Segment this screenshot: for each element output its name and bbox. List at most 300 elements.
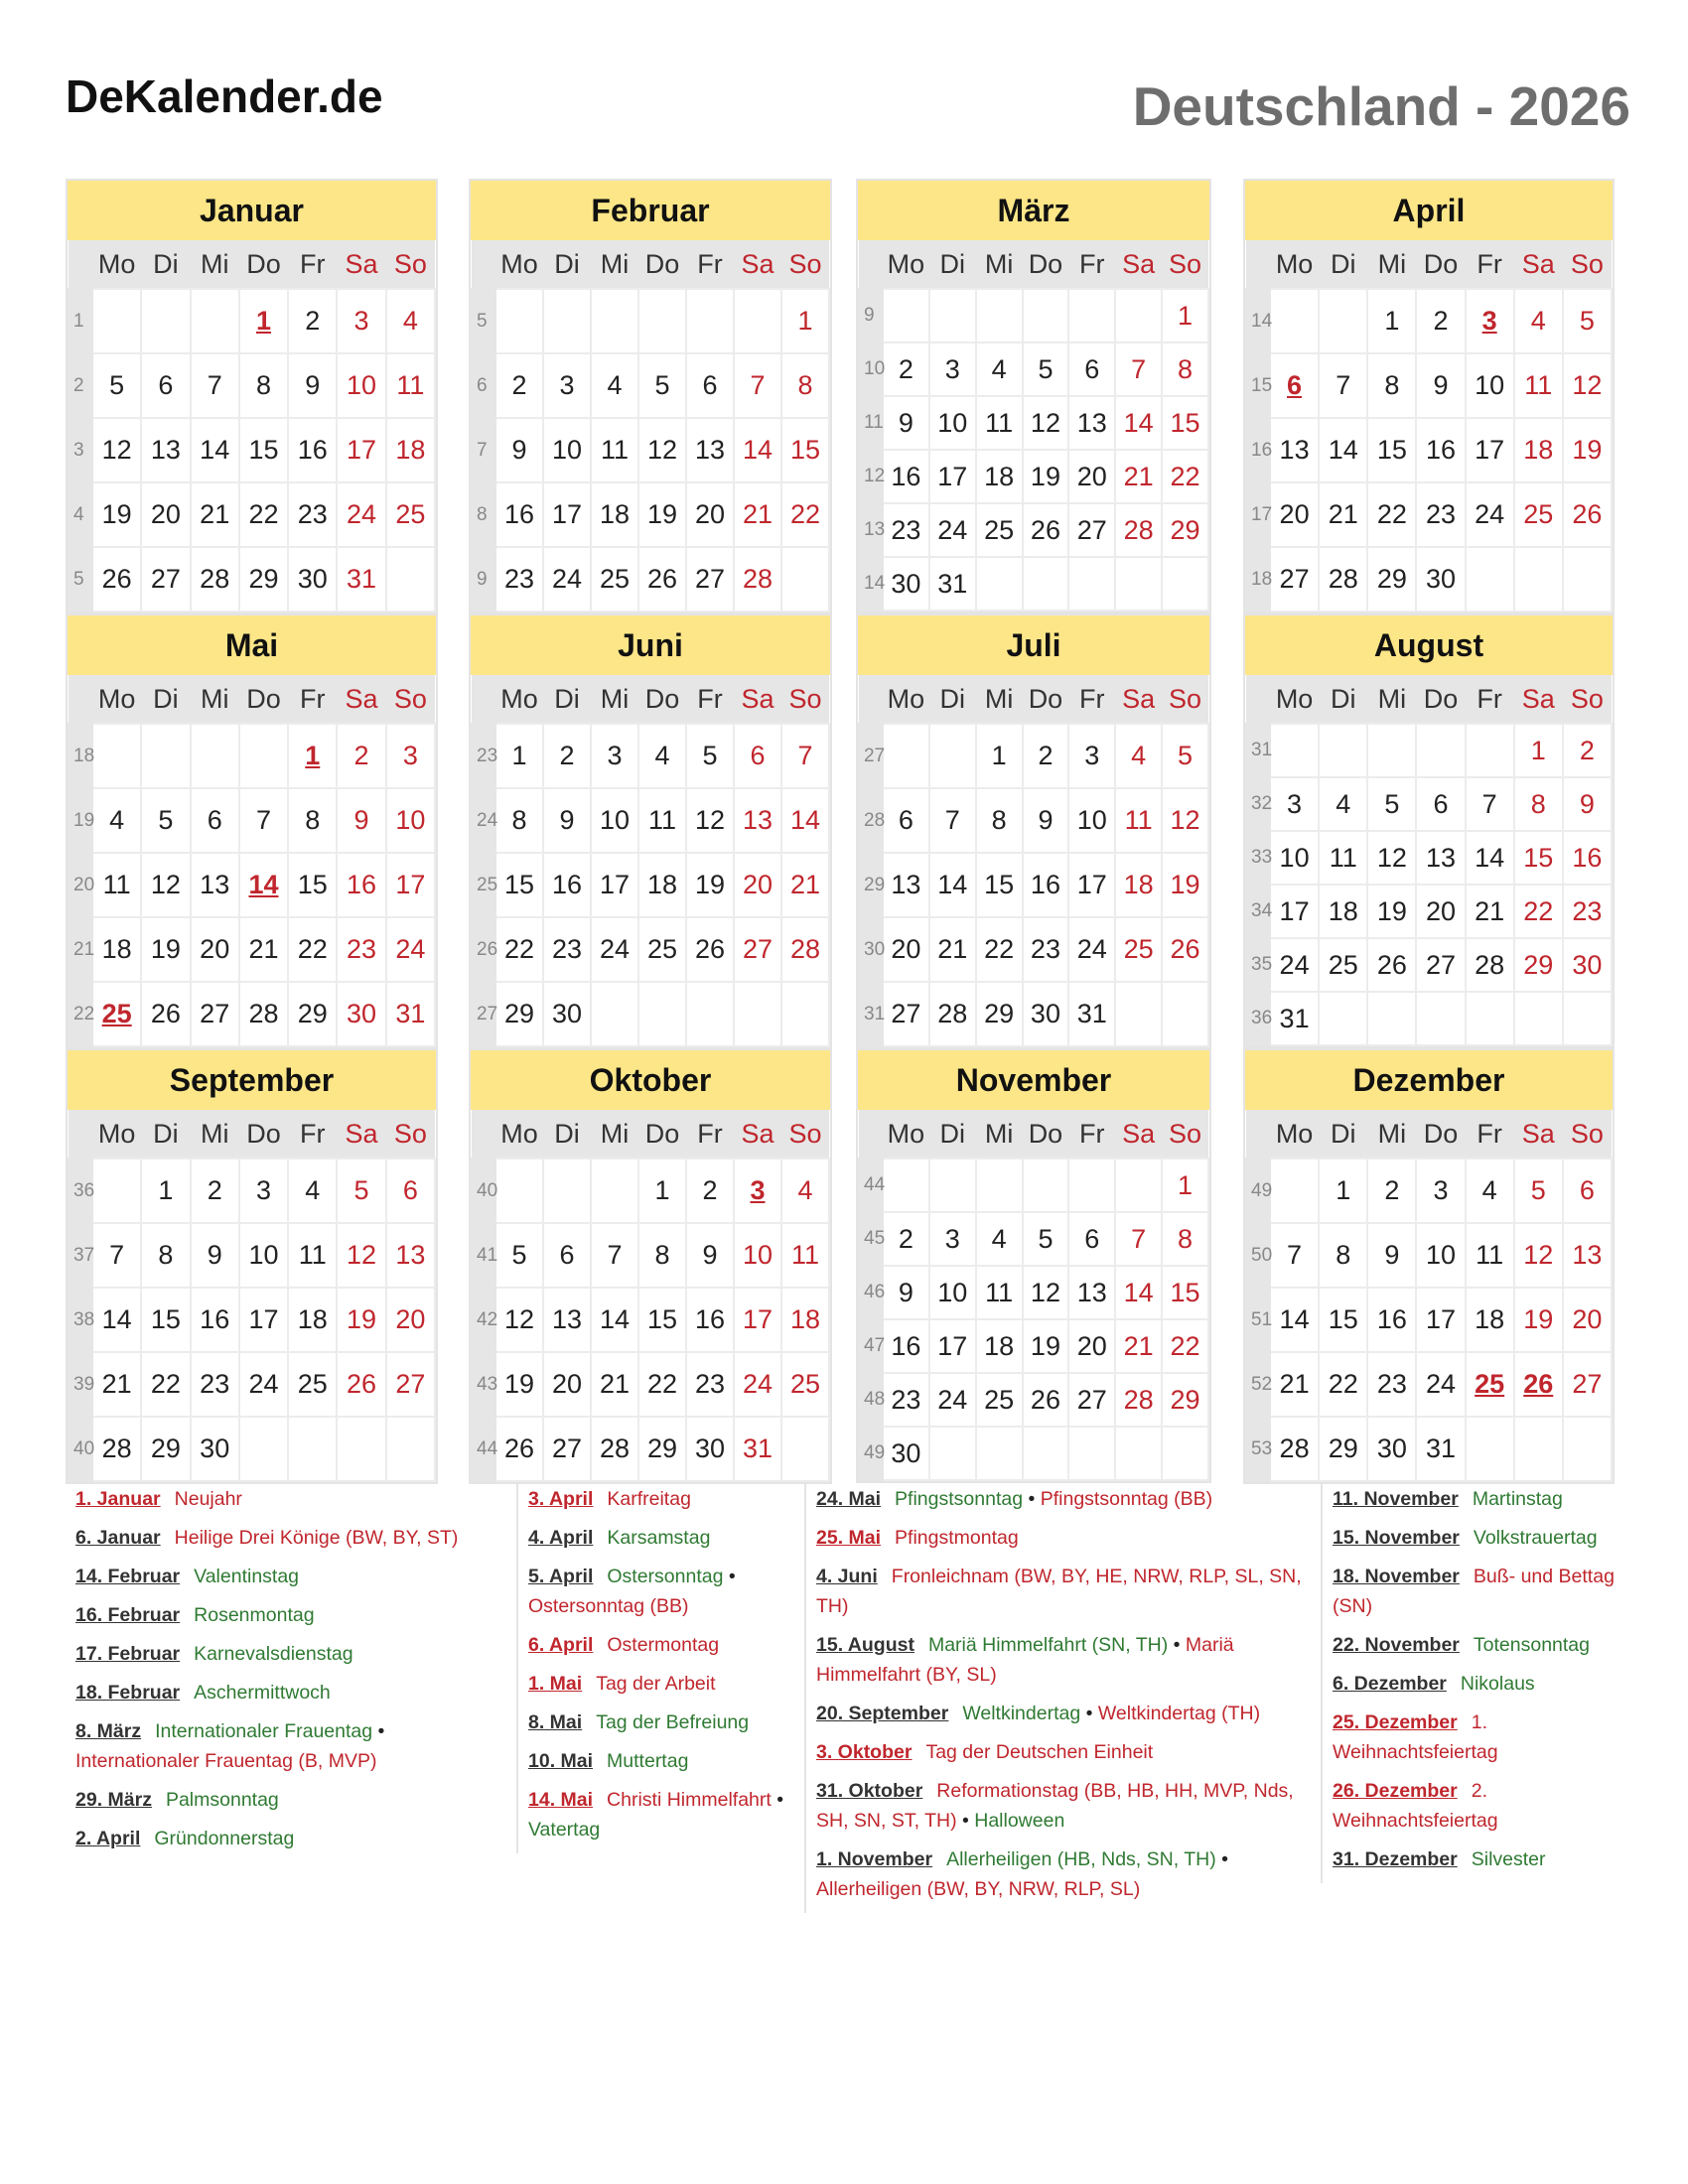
weekday-header: Mo [1270,675,1319,724]
empty-cell [591,982,638,1046]
day-cell: 18 [288,1288,337,1352]
day-cell: 6 [141,353,190,418]
weekday-header: Di [543,675,591,724]
month-title: Januar [68,181,436,240]
holiday-column [75,1484,483,1862]
holiday-name: Reformationstag (BB, HB, HH, MVP, Nds, SH, SN, ST, TH) [816,1780,1294,1832]
day-cell: 9 [1563,777,1612,831]
week-row [1246,1288,1612,1352]
day-cell: 8 [638,1223,686,1288]
day-cell: 5 [1514,1159,1563,1223]
week-row [69,1159,435,1223]
holiday-date: 17. Februar [75,1643,181,1665]
day-cell: 15 [976,853,1023,917]
week-number: 49 [859,1427,883,1480]
empty-cell [1514,992,1563,1045]
month-title: Dezember [1245,1050,1613,1110]
day-cell: 21 [929,917,976,982]
day-cell: 4 [638,724,686,788]
day-cell: 29 [976,982,1023,1046]
day-cell: 28 [1270,1417,1319,1481]
month-dezember [1243,1048,1615,1484]
day-cell: 6 [1068,1212,1115,1266]
day-cell: 20 [141,482,190,547]
weekday-header: Di [543,240,591,289]
month-märz [856,179,1211,614]
week-number: 20 [69,853,92,917]
holiday-name: Pfingstsonntag (BB) [1040,1488,1213,1510]
day-cell: 5 [638,353,686,418]
day-cell: 18 [92,917,141,982]
day-cell: 25 [591,547,638,612]
day-cell: 21 [1466,885,1514,938]
day-cell: 19 [1023,450,1069,503]
weekday-header: Di [1319,675,1367,724]
week-row [859,1319,1208,1373]
holiday-date: 3. Oktober [816,1741,913,1763]
week-row [859,1373,1208,1427]
week-number: 22 [69,982,92,1046]
week-number: 9 [472,547,495,612]
day-cell: 19 [337,1288,385,1352]
month-title: November [858,1050,1209,1110]
weekday-header: Mo [883,675,929,724]
week-row [69,917,435,982]
holiday-entry [75,1562,483,1591]
week-row [1246,777,1612,831]
week-number: 24 [472,788,495,853]
week-header-blank [1246,675,1270,724]
day-cell: 30 [191,1417,239,1481]
day-cell: 6 [686,353,734,418]
holiday-date: 4. Juni [816,1566,878,1587]
day-cell: 30 [1023,982,1069,1046]
day-cell: 21 [191,482,239,547]
week-number: 36 [1246,992,1270,1045]
weekday-header: Mi [1367,240,1416,289]
day-cell: 31 [734,1417,781,1481]
week-row [859,917,1208,982]
day-cell: 20 [1270,482,1319,547]
day-cell: 24 [386,917,435,982]
holiday-date: 6. Januar [75,1527,161,1549]
day-cell: 4 [92,788,141,853]
weekday-header: Mo [92,240,141,289]
day-cell: 3 [386,724,435,788]
day-cell: 7 [92,1223,141,1288]
holiday-name: Allerheiligen (HB, Nds, SN, TH) [946,1848,1216,1870]
day-cell: 16 [1416,418,1465,482]
day-cell: 1 [638,1159,686,1223]
week-row [69,482,435,547]
day-cell: 11 [1115,788,1162,853]
day-cell: 30 [883,1427,929,1480]
day-cell: 15 [1162,396,1208,450]
holiday-date: 4. April [528,1527,594,1549]
day-cell: 12 [337,1223,385,1288]
weekday-header: Di [141,675,190,724]
day-cell: 9 [191,1223,239,1288]
day-cell: 18 [1115,853,1162,917]
week-header-blank [69,675,92,724]
day-cell: 3 [1416,1159,1465,1223]
holiday-name: Karnevalsdienstag [194,1643,353,1665]
empty-cell [1115,982,1162,1046]
day-cell: 25 [386,482,435,547]
empty-cell [734,289,781,353]
day-cell: 22 [1162,450,1208,503]
day-cell: 8 [1162,342,1208,396]
day-cell: 21 [92,1352,141,1417]
week-number: 36 [69,1159,92,1223]
page-title: Deutschland - 2026 [1132,75,1630,137]
day-cell: 27 [686,547,734,612]
day-cell: 20 [734,853,781,917]
day-cell: 24 [929,1373,976,1427]
holiday-name: 1. Weihnachtsfeiertag [1333,1711,1498,1763]
day-cell: 15 [495,853,543,917]
day-cell: 3 [1466,289,1514,353]
holiday-date: 6. Dezember [1333,1673,1447,1695]
day-cell: 27 [141,547,190,612]
day-cell: 3 [929,342,976,396]
day-cell: 22 [781,482,829,547]
day-cell: 9 [543,788,591,853]
day-cell: 3 [543,353,591,418]
empty-cell [929,1427,976,1480]
week-number: 13 [859,503,883,557]
holiday-date: 20. September [816,1703,949,1724]
weekday-header: Sa [337,1110,385,1159]
day-cell: 6 [1416,777,1465,831]
holiday-name: 2. Weihnachtsfeiertag [1333,1780,1498,1832]
day-cell: 1 [1319,1159,1367,1223]
day-cell: 15 [141,1288,190,1352]
day-cell: 30 [337,982,385,1046]
separator: • [1215,1848,1228,1870]
holiday-name: Tag der Arbeit [596,1673,716,1695]
day-cell: 2 [1416,289,1465,353]
holiday-entry [816,1484,1327,1514]
holiday-entry [528,1785,802,1844]
day-cell: 4 [976,342,1023,396]
day-cell: 24 [543,547,591,612]
day-cell: 11 [781,1223,829,1288]
weekday-header: Mo [495,1110,543,1159]
weekday-header: Fr [288,240,337,289]
weekday-header: Di [1319,1110,1367,1159]
week-row [859,724,1208,788]
week-row [472,547,829,612]
empty-cell [1367,724,1416,777]
day-cell: 1 [141,1159,190,1223]
week-row [69,724,435,788]
day-cell: 19 [1023,1319,1069,1373]
day-cell: 25 [976,503,1023,557]
holiday-entry [75,1600,483,1630]
weekday-header: Do [239,1110,288,1159]
week-number: 25 [472,853,495,917]
weekday-header: Mo [883,240,929,289]
holiday-entry [75,1785,483,1815]
day-cell: 12 [1367,831,1416,885]
day-cell: 12 [1563,353,1612,418]
day-cell: 22 [1367,482,1416,547]
week-row [472,1288,829,1352]
weekday-header: Di [1319,240,1367,289]
month-oktober [469,1048,832,1484]
weekday-header: So [386,675,435,724]
weekday-header: Di [141,240,190,289]
day-cell: 20 [191,917,239,982]
holiday-name: Pfingstmontag [895,1527,1019,1549]
day-cell: 21 [1319,482,1367,547]
day-cell: 13 [1416,831,1465,885]
day-cell: 4 [591,353,638,418]
week-number: 27 [859,724,883,788]
week-number: 15 [1246,353,1270,418]
day-cell: 26 [686,917,734,982]
week-number: 39 [69,1352,92,1417]
week-number: 3 [69,418,92,482]
empty-cell [495,289,543,353]
day-cell: 8 [495,788,543,853]
month-title: Juni [471,615,830,675]
month-august [1243,614,1615,1048]
holiday-entry [528,1562,802,1621]
holiday-entry [1333,1523,1650,1553]
holiday-entry [1333,1484,1650,1514]
day-cell: 11 [386,353,435,418]
holiday-date: 31. Oktober [816,1780,923,1802]
empty-cell [1023,289,1069,342]
week-number: 35 [1246,938,1270,992]
day-cell: 27 [734,917,781,982]
holiday-name: Fronleichnam (BW, BY, HE, NRW, RLP, SL, SN, TH) [816,1566,1302,1617]
weekday-header: Sa [1514,1110,1563,1159]
empty-cell [1162,982,1208,1046]
day-cell: 23 [495,547,543,612]
weekday-header: Do [1416,675,1465,724]
day-cell: 1 [1367,289,1416,353]
weekday-header: Di [929,240,976,289]
day-cell: 7 [1466,777,1514,831]
day-cell: 23 [883,503,929,557]
empty-cell [686,289,734,353]
holiday-name: Nikolaus [1460,1673,1535,1695]
day-cell: 23 [337,917,385,982]
holiday-entry [528,1484,802,1514]
weekday-header: Sa [1115,1110,1162,1159]
day-cell: 31 [1068,982,1115,1046]
day-cell: 23 [1563,885,1612,938]
day-cell: 28 [1115,503,1162,557]
day-cell: 16 [686,1288,734,1352]
weekday-header: So [781,1110,829,1159]
week-row [472,418,829,482]
empty-cell [1466,1417,1514,1481]
week-row [859,853,1208,917]
day-cell: 20 [883,917,929,982]
week-row [472,1223,829,1288]
day-cell: 21 [734,482,781,547]
holiday-name: Palmsonntag [165,1789,279,1811]
holiday-name: Rosenmontag [194,1604,315,1626]
holiday-name: Ostersonntag (BB) [528,1595,689,1617]
empty-cell [1416,724,1465,777]
empty-cell [543,289,591,353]
weekday-header: So [1563,1110,1612,1159]
day-cell: 22 [239,482,288,547]
weekday-header: Mo [92,1110,141,1159]
empty-cell [1023,557,1069,611]
day-cell: 21 [1270,1352,1319,1417]
day-cell: 18 [591,482,638,547]
day-cell: 5 [1023,342,1069,396]
day-cell: 16 [883,450,929,503]
week-row [1246,547,1612,612]
day-cell: 11 [92,853,141,917]
holiday-name: Tag der Deutschen Einheit [925,1741,1154,1763]
day-cell: 25 [288,1352,337,1417]
day-cell: 25 [1514,482,1563,547]
holiday-date: 8. Mai [528,1711,583,1733]
empty-cell [1162,1427,1208,1480]
empty-cell [929,289,976,342]
holiday-entry [75,1639,483,1669]
day-cell: 16 [288,418,337,482]
day-cell: 13 [1270,418,1319,482]
week-number: 31 [1246,724,1270,777]
day-cell: 2 [337,724,385,788]
day-cell: 28 [734,547,781,612]
weekday-header: So [386,240,435,289]
month-april [1243,179,1615,614]
day-cell: 14 [1466,831,1514,885]
day-cell: 7 [1115,1212,1162,1266]
week-row [859,557,1208,611]
week-row [859,289,1208,342]
day-cell: 10 [386,788,435,853]
holiday-date: 1. Mai [528,1673,583,1695]
day-cell: 5 [1563,289,1612,353]
week-row [1246,418,1612,482]
week-row [859,1427,1208,1480]
day-cell: 13 [1068,1266,1115,1319]
weekday-header: Mi [591,1110,638,1159]
holiday-entry [1333,1707,1650,1767]
week-number: 42 [472,1288,495,1352]
day-cell: 3 [734,1159,781,1223]
day-cell: 15 [1367,418,1416,482]
day-cell: 29 [239,547,288,612]
week-header-blank [472,1110,495,1159]
day-cell: 24 [591,917,638,982]
weekday-header: So [781,240,829,289]
day-cell: 29 [638,1417,686,1481]
day-cell: 25 [92,982,141,1046]
month-title: Februar [471,181,830,240]
day-cell: 19 [1162,853,1208,917]
day-cell: 29 [1319,1417,1367,1481]
week-number: 45 [859,1212,883,1266]
day-cell: 24 [1416,1352,1465,1417]
holiday-entry [75,1523,483,1553]
holiday-entry [816,1523,1327,1553]
day-cell: 17 [239,1288,288,1352]
day-cell: 19 [141,917,190,982]
weekday-header: Mo [495,675,543,724]
week-row [859,396,1208,450]
day-cell: 21 [591,1352,638,1417]
holiday-name: Internationaler Frauentag (B, MVP) [75,1750,377,1772]
day-cell: 3 [591,724,638,788]
day-cell: 12 [686,788,734,853]
day-cell: 10 [543,418,591,482]
week-number: 38 [69,1288,92,1352]
empty-cell [883,1159,929,1212]
holiday-name: Weltkindertag [962,1703,1081,1724]
day-cell: 25 [1466,1352,1514,1417]
day-cell: 8 [141,1223,190,1288]
day-cell: 9 [883,1266,929,1319]
day-cell: 11 [976,1266,1023,1319]
week-number: 11 [859,396,883,450]
empty-cell [591,1159,638,1223]
week-header-blank [1246,1110,1270,1159]
day-cell: 26 [92,547,141,612]
weekday-header: Di [929,675,976,724]
month-title: September [68,1050,436,1110]
day-cell: 18 [781,1288,829,1352]
day-cell: 2 [288,289,337,353]
holiday-date: 14. Mai [528,1789,594,1811]
holiday-entry [1333,1630,1650,1660]
weekday-header: Fr [1068,240,1115,289]
week-row [472,853,829,917]
day-cell: 21 [239,917,288,982]
day-cell: 1 [288,724,337,788]
empty-cell [929,1159,976,1212]
day-cell: 18 [386,418,435,482]
month-januar [66,179,438,614]
weekday-header: So [1563,675,1612,724]
holiday-date: 18. Februar [75,1682,181,1704]
holiday-name: Buß- und Bettag (SN) [1333,1566,1615,1617]
weekday-header: Fr [1466,675,1514,724]
empty-cell [1115,557,1162,611]
day-cell: 23 [288,482,337,547]
week-row [1246,1352,1612,1417]
day-cell: 29 [141,1417,190,1481]
empty-cell [1068,557,1115,611]
month-mai [66,614,438,1049]
day-cell: 10 [1270,831,1319,885]
weekday-header: Fr [1068,1110,1115,1159]
week-row [1246,289,1612,353]
day-cell: 12 [1514,1223,1563,1288]
week-header-blank [472,240,495,289]
day-cell: 15 [1514,831,1563,885]
week-number: 51 [1246,1288,1270,1352]
day-cell: 19 [1367,885,1416,938]
day-cell: 5 [92,353,141,418]
week-number: 4 [69,482,92,547]
weekday-header: Sa [734,675,781,724]
holiday-name: Muttertag [607,1750,689,1772]
day-cell: 18 [1466,1288,1514,1352]
holiday-date: 1. November [816,1848,933,1870]
